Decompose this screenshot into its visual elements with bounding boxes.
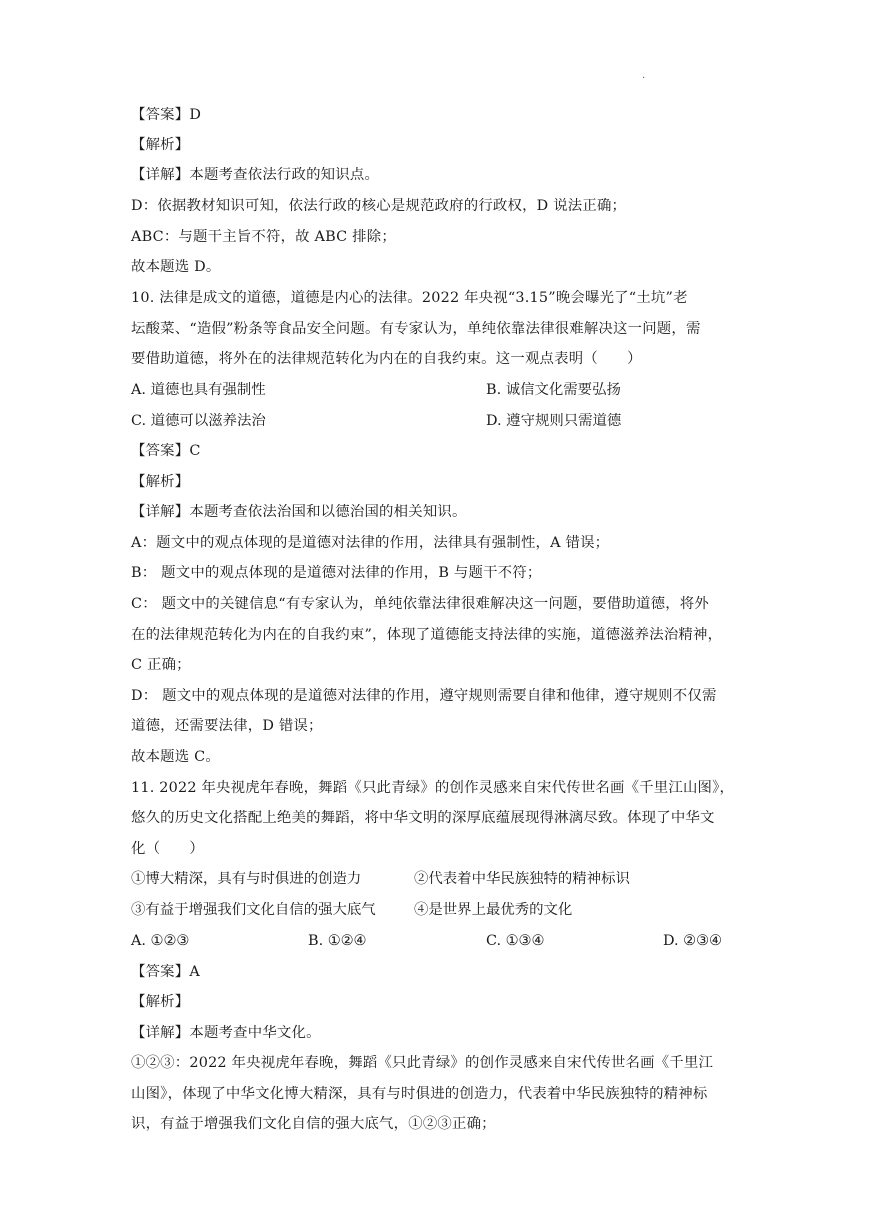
q9-answer: 【答案】D [131,107,202,123]
q11-option-c: C. ①③④ [486,933,545,949]
q10-line: C： 题文中的关键信息“有专家认为，单纯依靠法律很难解决这一问题，要借助道德，将外 [131,596,709,612]
q9-line: 故本题选 D。 [131,259,221,275]
q11-statement-4: ④是世界上最优秀的文化 [414,902,573,918]
q11-line: 山图》，体现了中华文化博大精深，具有与时俱进的创造力，代表着中华民族独特的精神标 [131,1086,708,1102]
q11-detail: 【详解】本题考查中华文化。 [131,1025,321,1041]
q11-answer: 【答案】A [131,964,200,980]
q9-line: D：依据教材知识可知，依法行政的核心是规范政府的行政权，D 说法正确； [131,198,627,214]
q11-analysis: 【解析】 [131,994,190,1010]
q11-statement-3: ③有益于增强我们文化自信的强大底气 [131,902,376,918]
q10-option-d: D. 遵守规则只需道德 [486,413,622,429]
q11-stem-line: 化（ ） [131,841,204,857]
q11-stem-line: 悠久的历史文化搭配上绝美的舞蹈，将中华文明的深厚底蕴展现得淋漓尽致。体现了中华文 [131,810,715,826]
q10-stem-line: 10. 法律是成文的道德，道德是内心的法律。2022 年央视“3.15”晚会曝光了“土坑”老 [131,290,688,306]
q11-option-b: B. ①②④ [308,933,367,949]
q9-analysis: 【解析】 [131,137,190,153]
q9-detail: 【详解】本题考查依法行政的知识点。 [131,167,380,183]
q11-option-a: A. ①②③ [131,933,190,949]
q10-option-c: C. 道德可以滋养法治 [131,413,266,429]
q10-detail: 【详解】本题考查依法治国和以德治国的相关知识。 [131,504,467,520]
q10-option-a: A. 道德也具有强制性 [131,382,266,398]
q11-line: 识，有益于增强我们文化自信的强大底气，①②③正确； [131,1116,496,1132]
q10-analysis: 【解析】 [131,474,190,490]
q9-line: ABC：与题干主旨不符，故 ABC 排除； [131,229,396,245]
q11-statement-2: ②代表着中华民族独特的精神标识 [414,871,630,887]
q11-line: ①②③：2022 年央视虎年春晚，舞蹈《只此青绿》的创作灵感来自宋代传世名画《千里江 [131,1055,714,1071]
q10-line: C 正确； [131,657,191,673]
q10-answer: 【答案】C [131,443,201,459]
q10-line: D： 题文中的观点体现的是道德对法律的作用，遵守规则需要自律和他律，遵守规则不仅需 [131,688,717,704]
q11-statement-1: ①博大精深，具有与时俱进的创造力 [131,871,362,887]
q10-stem-line: 要借助道德，将外在的法律规范转化为内在的自我约束。这一观点表明（ ） [131,351,642,367]
q10-option-b: B. 诚信文化需要弘扬 [486,382,621,398]
q10-stem-line: 坛酸菜、“造假”粉条等食品安全问题。有专家认为，单纯依靠法律很难解决这一问题，需 [131,321,701,337]
q11-stem-line: 11. 2022 年央视虎年春晚，舞蹈《只此青绿》的创作灵感来自宋代传世名画《千里江山图》， [131,780,735,796]
q10-line: A：题文中的观点体现的是道德对法律的作用，法律具有强制性，A 错误； [131,535,610,551]
page-dot: . [642,70,646,81]
q10-line: 故本题选 C。 [131,749,220,765]
q11-option-d: D. ②③④ [663,933,722,949]
q10-line: 道德，还需要法律，D 错误； [131,718,323,734]
q10-line: B： 题文中的观点体现的是道德对法律的作用，B 与题干不符； [131,565,542,581]
q10-line: 在的法律规范转化为内在的自我约束”，体现了道德能支持法律的实施，道德滋养法治精神， [131,627,723,643]
